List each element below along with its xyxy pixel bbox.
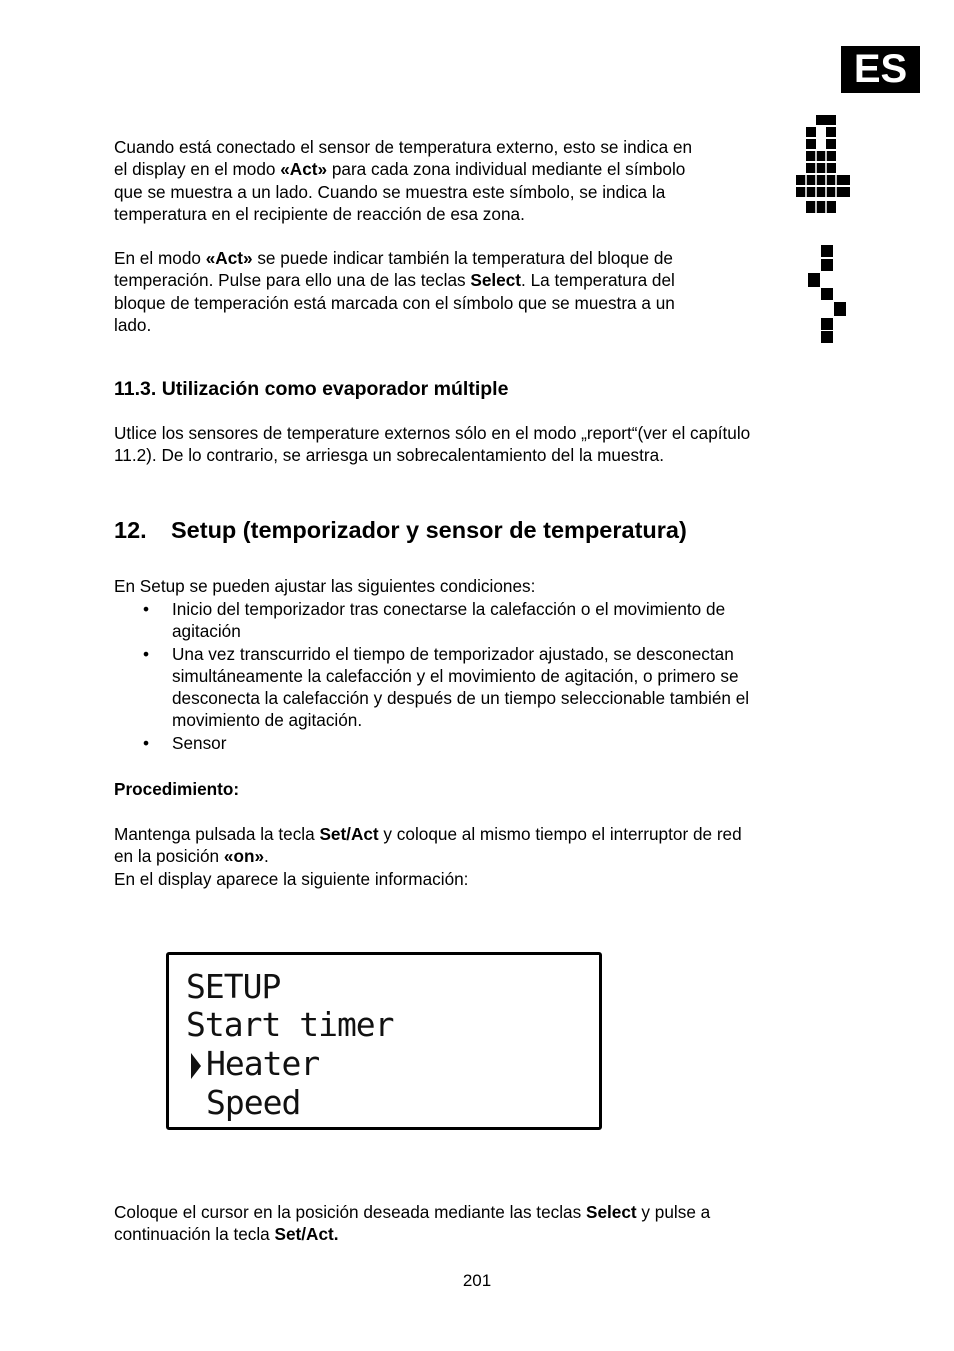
text-line: continuación la tecla Set/Act.: [114, 1224, 339, 1245]
text-line: temperación. Pulse para ello una de las teclas Select. La temperatura del: [114, 270, 675, 291]
text-line: Mantenga pulsada la tecla Set/Act y coloque al mismo tiempo el interruptor de red: [114, 824, 742, 844]
section-title: Setup (temporizador y sensor de temperatura): [171, 517, 687, 543]
text-line: temperatura en el recipiente de reacción de esa zona.: [114, 203, 525, 224]
language-tag: ES: [841, 46, 920, 93]
lcd-display: [166, 952, 602, 1130]
text-line: Coloque el cursor en la posición deseada mediante las teclas Select y pulse a: [114, 1202, 711, 1222]
text-line: Cuando está conectado el sensor de temperatura externo, esto se indica en: [114, 137, 693, 157]
text-line: bloque de temperación está marcada con el símbolo que se muestra a un: [114, 292, 675, 313]
list-item: • Sensor: [114, 732, 854, 754]
intro-paragraph-1: [114, 136, 774, 225]
section-heading-12: [114, 517, 687, 544]
intro-paragraph-2: [114, 247, 774, 336]
list-item: • Inicio del temporizador tras conectarse la calefacción o el movimiento de agitación: [114, 598, 854, 643]
lcd-line-speed: Speed: [206, 1083, 301, 1122]
setup-intro: En Setup se pueden ajustar las siguientes condiciones:: [114, 576, 536, 596]
text-line: 11.2). De lo contrario, se arriesga un sobrecalentamiento del la muestra.: [114, 445, 664, 466]
lcd-line-title: SETUP: [186, 967, 281, 1006]
procedure-label: Procedimiento:: [114, 779, 240, 799]
text-line: en la posición «on».: [114, 846, 269, 867]
block-temperature-symbol-icon: [808, 245, 846, 345]
procedure-paragraph: [114, 823, 854, 890]
text-line: que se muestra a un lado. Cuando se muestra este símbolo, se indica la: [114, 181, 666, 202]
lcd-line-heater: Heater: [206, 1044, 320, 1083]
text-line: En el display aparece la siguiente información:: [114, 868, 469, 889]
list-item: • Una vez transcurrido el tiempo de temporizador ajustado, se desconectan simultáneamente la calefacción y el movimiento de agitación, o primero se desconecta la calefacción y después de un tiempo seleccionable también el movimiento de agitación.: [114, 643, 854, 732]
external-sensor-symbol-icon: [796, 115, 850, 213]
page-number: 201: [462, 1271, 492, 1290]
section-11-3-paragraph: [114, 422, 854, 467]
text-line: Utlice los sensores de temperature externos sólo en el modo „report“(ver el capítulo: [114, 423, 751, 443]
section-heading-11-3: 11.3. Utilización como evaporador múltiple: [114, 378, 509, 400]
cursor-arrow-icon: [189, 1051, 203, 1081]
lcd-line-start-timer: Start timer: [186, 1005, 394, 1044]
text-line: En el modo «Act» se puede indicar también la temperatura del bloque de: [114, 248, 673, 268]
section-number: 12.: [114, 517, 147, 543]
setup-conditions-list: [114, 598, 854, 754]
text-line: el display en el modo «Act» para cada zona individual mediante el símbolo: [114, 159, 686, 180]
final-paragraph: [114, 1201, 854, 1246]
text-line: lado.: [114, 314, 152, 335]
